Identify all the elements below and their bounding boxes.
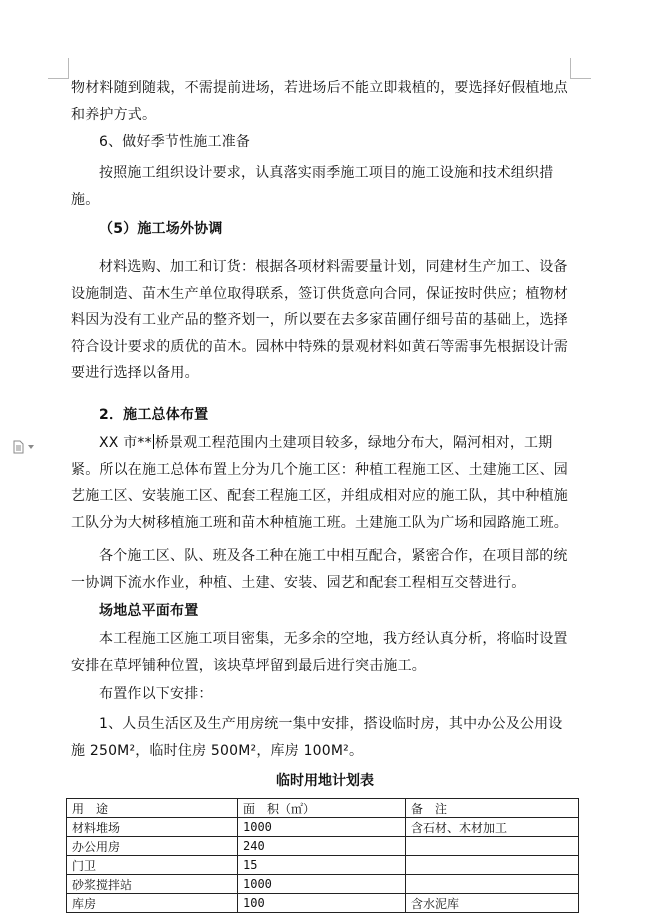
table-row [67, 875, 579, 894]
table-cell: 砂浆搅拌站 [67, 875, 238, 894]
land-use-table [66, 798, 579, 913]
paragraph: 本工程施工区施工项目密集，无多余的空地，我方经认真分析，将临时设置安排在草坪铺种位置，该块草坪留到最后进行突击施工。 [71, 631, 568, 674]
table-cell: 含水泥库 [406, 894, 579, 913]
paragraph [71, 430, 571, 536]
city-name: XX 市** [99, 435, 152, 451]
paragraph-options-icon[interactable] [12, 440, 38, 454]
table-title: 临时用地计划表 [276, 773, 374, 789]
table-cell: 门卫 [67, 856, 238, 875]
table-header-row [67, 799, 579, 818]
text-cursor [153, 434, 154, 449]
table-cell [406, 875, 579, 894]
margin-corner-mark [48, 58, 69, 79]
table-cell [406, 856, 579, 875]
section-heading: 2．施工总体布置 [99, 407, 209, 423]
margin-corner-mark [570, 58, 591, 79]
list-item: 6、做好季节性施工准备 [99, 134, 251, 150]
column-header: 面 积（㎡） [238, 799, 406, 818]
column-header: 备 注 [406, 799, 579, 818]
paragraph: 布置作以下安排： [99, 686, 213, 702]
table-cell: 1000 [238, 875, 406, 894]
table-cell: 办公用房 [67, 837, 238, 856]
table-cell: 15 [238, 856, 406, 875]
paragraph: 物材料随到随栽，不需提前进场，若进场后不能立即栽植的，要选择好假植地点和养护方式。 [71, 80, 568, 123]
paragraph: 材料选购、加工和订货：根据各项材料需要量计划，同建材生产加工、设备设施制造、苗木生产单位取得联系，签订供货意向合同，保证按时供应；植物材料因为没有工业产品的整齐划一，所以要在去多家苗圃仔细号苗的基础上，选择符合设计要求的质优的苗木。园林中特殊的景观材料如黄石等需事先根据设计需要进行选择以备用。 [71, 259, 568, 381]
section-heading: 场地总平面布置 [99, 603, 199, 619]
paragraph: 按照施工组织设计要求，认真落实雨季施工项目的施工设施和技术组织措施。 [71, 165, 554, 208]
section-heading: （5）施工场外协调 [99, 221, 223, 237]
paragraph: 各个施工区、队、班及各工种在施工中相互配合，紧密合作，在项目部的统一协调下流水作业，种植、土建、安装、园艺和配套工程相互交替进行。 [71, 548, 568, 591]
table-cell: 材料堆场 [67, 818, 238, 837]
table-cell: 100 [238, 894, 406, 913]
table-row [67, 837, 579, 856]
table-cell [406, 837, 579, 856]
table-cell: 库房 [67, 894, 238, 913]
paragraph-text: 桥景观工程范围内土建项目较多，绿地分布大，隔河相对，工期紧。所以在施工总体布置上分为几个施工区：种植工程施工区、土建施工区、园艺施工区、安装施工区、配套工程施工区，并组成相对应的施工队，其中种植施工队分为大树移植施工班和苗木种植施工班。土建施工队为广场和园路施工班。 [71, 435, 568, 531]
column-header: 用 途 [67, 799, 238, 818]
table-row [67, 894, 579, 913]
table-row [67, 818, 579, 837]
table-cell: 240 [238, 837, 406, 856]
table-cell: 含石材、木材加工 [406, 818, 579, 837]
list-item: 1、人员生活区及生产用房统一集中安排，搭设临时房，其中办公及公用设施 250M²，临时住房 500M²，库房 100M²。 [71, 716, 563, 759]
table-row [67, 856, 579, 875]
table-cell: 1000 [238, 818, 406, 837]
